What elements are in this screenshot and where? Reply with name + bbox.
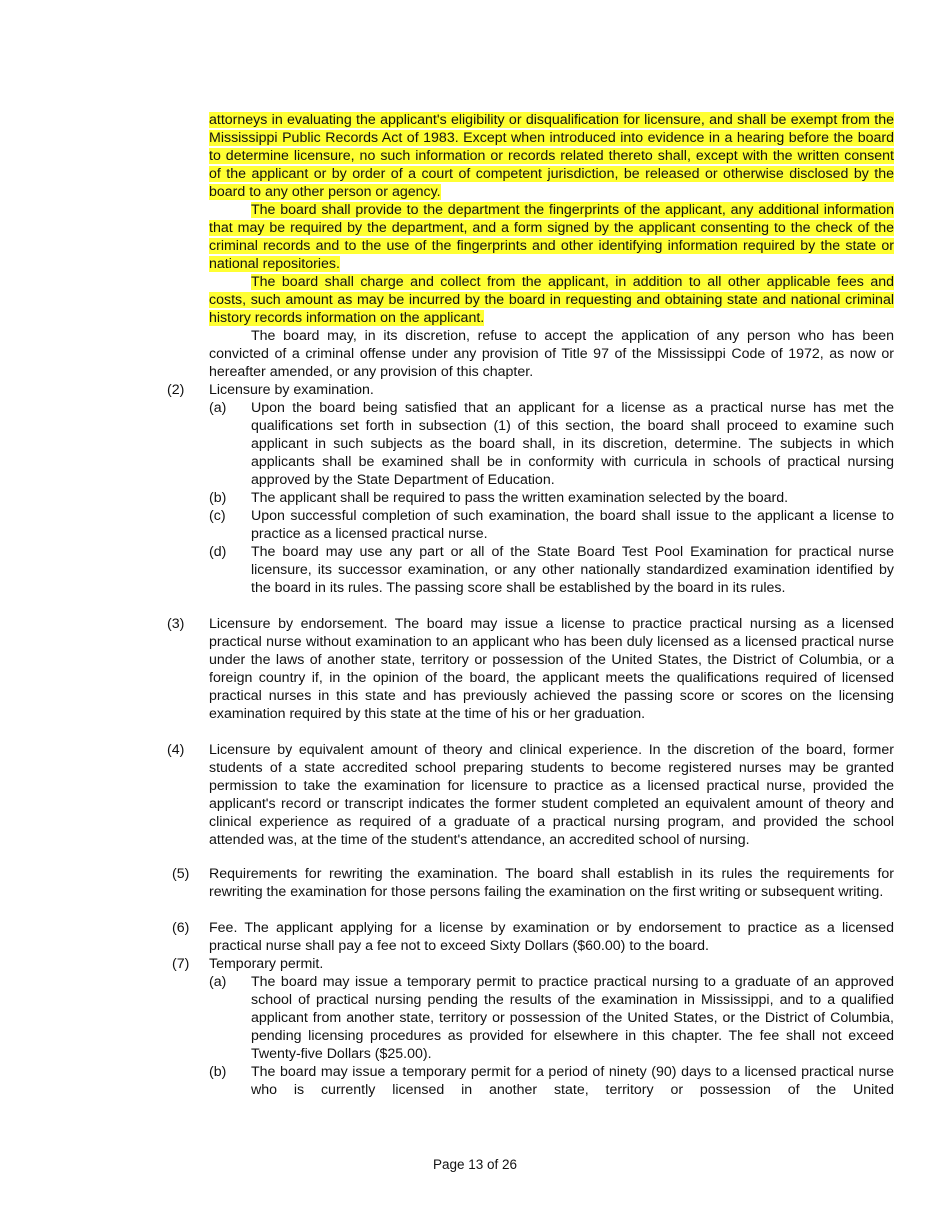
section-text: Licensure by endorsement. The board may issue a license to practice practical nursing as a licensed practical nurse without examination to an applicant who has been duly licensed as a licensed practical nurse under the laws of another state, territory or possession of the United States, the District of Columbia, or a foreign country if, in the opinion of the board, the applicant meets the qualifications required of licensed practical nurses in this state and has previously achieved the passing score or scores on the licensing examination required by this state at the time of his or her graduation. <box>209 616 894 722</box>
section-number: (7) <box>172 956 190 972</box>
subsection-label: (b) <box>209 490 227 506</box>
section-number: (2) <box>167 382 185 398</box>
section-number: (3) <box>167 616 185 632</box>
subsection-label: (b) <box>209 1064 227 1080</box>
subsection-text: Upon the board being satisfied that an applicant for a license as a practical nurse has met the qualifications set forth in subsection (1) of this section, the board shall proceed to examine such applicant in such subjects as the board shall, in its discretion, determine. The subjects in which applicants shall be examined shall be in conformity with curricula in schools of practical nursing approved by the State Department of Education. <box>251 400 894 488</box>
section-title: Licensure by examination. <box>209 382 374 398</box>
section-text: Licensure by equivalent amount of theory and clinical experience. In the discretion of the board, former students of a state accredited school preparing students to become registered nurses may be granted permission to take the examination for licensure to practice as a licensed practical nurse, provided the applicant's record or transcript indicates the former student completed an equivalent amount of theory and clinical experience as required of a graduate of a practical nursing program, and provided the school attended was, at the time of the student's attendance, an accredited school of nursing. <box>209 742 894 848</box>
section-text: Fee. The applicant applying for a license by examination or by endorsement to practice as a licensed practical nurse shall pay a fee not to exceed Sixty Dollars ($60.00) to the board. <box>209 920 894 954</box>
section-title: Temporary permit. <box>209 956 324 972</box>
fingerprints-paragraph <box>209 201 894 273</box>
section-number: (5) <box>172 866 190 882</box>
subsection-text: The applicant shall be required to pass the written examination selected by the board. <box>251 490 789 506</box>
subsection-label: (a) <box>209 400 227 416</box>
highlighted-text: The board shall provide to the department the fingerprints of the applicant, any additional information that may be required by the department, and a form signed by the applicant consenting to the check of the criminal records and to the use of the fingerprints and other identifying information required by the state or national repositories. <box>209 202 894 272</box>
section-number: (6) <box>172 920 190 936</box>
subsection-text: Upon successful completion of such examination, the board shall issue to the applicant a license to practice as a licensed practical nurse. <box>251 508 894 542</box>
subsection-label: (a) <box>209 974 227 990</box>
subsection-label: (d) <box>209 544 227 560</box>
section-number: (4) <box>167 742 185 758</box>
discretion-paragraph: The board may, in its discretion, refuse to accept the application of any person who has been convicted of a criminal offense under any provision of Title 97 of the Mississippi Code of 1972, as now or hereafter amended, or any provision of this chapter. <box>209 328 894 380</box>
subsection-text: The board may use any part or all of the State Board Test Pool Examination for practical nurse licensure, its successor examination, or any other nationally standardized examination identified by the board in its rules. The passing score shall be established by the board in its rules. <box>251 544 894 596</box>
highlighted-text: attorneys in evaluating the applicant's eligibility or disqualification for licensure, and shall be exempt from the Mississippi Public Records Act of 1983. Except when introduced into evidence in a hearing before the board to determine licensure, no such information or records related thereto shall, except with the written consent of the applicant or by order of a court of competent jurisdiction, be released or otherwise disclosed by the board to any other person or agency. <box>209 112 894 200</box>
section-text: Requirements for rewriting the examination. The board shall establish in its rules the requirements for rewriting the examination for those persons failing the examination on the first writing or subsequent writing. <box>209 866 894 900</box>
continuation-paragraph <box>209 111 894 201</box>
subsection-text: The board may issue a temporary permit to practice practical nursing to a graduate of an approved school of practical nursing pending the results of the examination in Mississippi, and to a qualified applicant from another state, territory or possession of the United States, or the District of Columbia, pending licensing procedures as provided for elsewhere in this chapter. The fee shall not exceed Twenty-five Dollars ($25.00). <box>251 974 894 1062</box>
fees-paragraph <box>209 273 894 327</box>
subsection-label: (c) <box>209 508 226 524</box>
page-footer: Page 13 of 26 <box>432 1157 518 1172</box>
highlighted-text: The board shall charge and collect from the applicant, in addition to all other applicable fees and costs, such amount as may be incurred by the board in requesting and obtaining state and national criminal history records information on the applicant. <box>209 274 894 326</box>
subsection-text: The board may issue a temporary permit for a period of ninety (90) days to a licensed practical nurse who is currently licensed in another state, territory or possession of the United <box>251 1064 894 1098</box>
